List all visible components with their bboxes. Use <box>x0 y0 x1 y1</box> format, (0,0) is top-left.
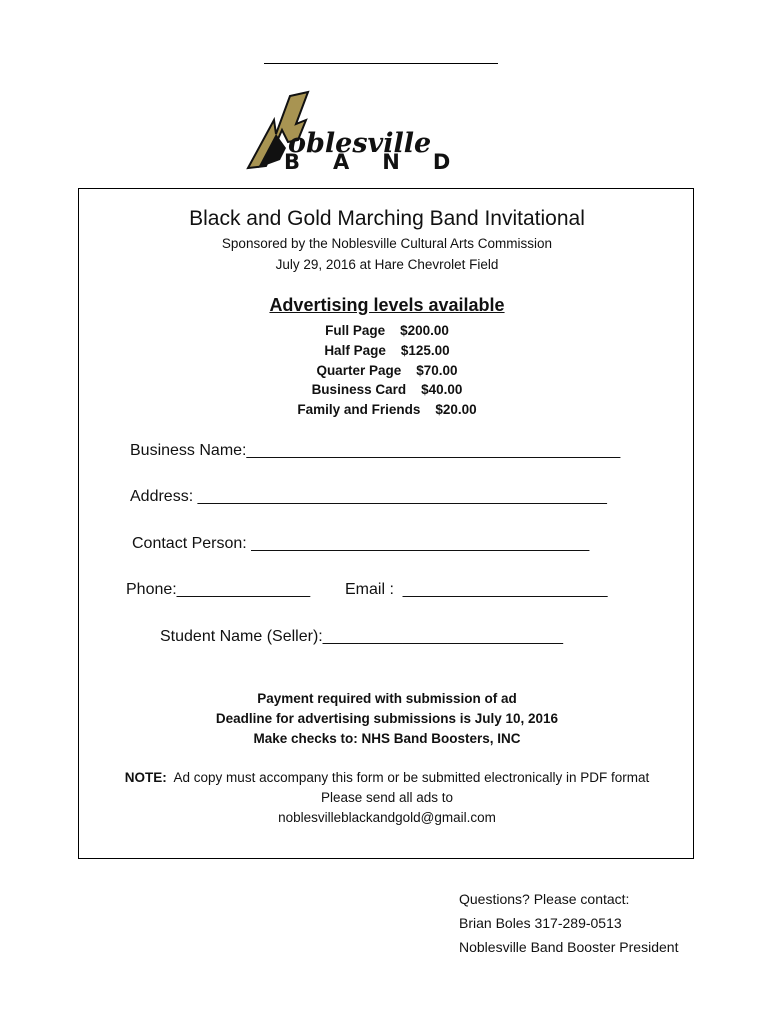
advertising-heading: Advertising levels available <box>269 295 505 315</box>
level-price: $125.00 <box>400 343 450 358</box>
level-label: Quarter Page <box>316 363 402 378</box>
contact-title: Noblesville Band Booster President <box>459 939 679 955</box>
contact-person-blank[interactable]: ______________________________________ <box>251 535 590 552</box>
level-half-page <box>79 343 695 358</box>
business-name-label: Business Name: <box>130 442 247 459</box>
payment-deadline: Deadline for advertising submissions is July 10, 2016 <box>215 711 559 726</box>
level-label: Family and Friends <box>297 402 421 417</box>
level-label: Half Page <box>324 343 386 358</box>
email-label: Email : <box>345 581 394 598</box>
level-family-friends <box>79 402 695 417</box>
student-name-field[interactable] <box>160 628 563 646</box>
address-field[interactable] <box>130 488 607 506</box>
sponsor-line: Sponsored by the Noblesville Cultural Arts Commission <box>221 236 553 251</box>
level-label: Business Card <box>311 382 407 397</box>
noblesville-band-logo <box>246 90 502 174</box>
note-email[interactable]: noblesvilleblackandgold@gmail.com <box>278 810 496 825</box>
page-title: Black and Gold Marching Band Invitational <box>189 207 585 230</box>
level-price: $20.00 <box>435 402 477 417</box>
level-price: $200.00 <box>400 323 449 338</box>
contact-person-label: Contact Person: <box>132 535 247 552</box>
business-name-blank[interactable]: __________________________________________ <box>246 442 621 459</box>
logo-band-text: BAND <box>284 150 484 174</box>
note-send-ads: Please send all ads to <box>320 790 454 805</box>
student-name-label: Student Name (Seller): <box>160 628 323 645</box>
phone-label: Phone: <box>126 581 177 598</box>
logo-name-text: oblesville <box>288 128 432 159</box>
form-box <box>78 188 694 859</box>
date-location: July 29, 2016 at Hare Chevrolet Field <box>275 257 499 272</box>
contact-question: Questions? Please contact: <box>459 891 630 907</box>
top-rule <box>264 63 498 64</box>
level-full-page <box>79 323 695 338</box>
level-quarter-page <box>79 363 695 378</box>
level-price: $40.00 <box>421 382 463 397</box>
payment-required: Payment required with submission of ad <box>257 691 517 706</box>
email-field[interactable] <box>345 581 607 599</box>
student-name-blank[interactable]: ___________________________ <box>322 628 563 645</box>
level-price: $70.00 <box>416 363 458 378</box>
address-label: Address: <box>130 488 194 505</box>
level-label: Full Page <box>325 323 386 338</box>
email-blank[interactable]: _______________________ <box>402 581 608 598</box>
contact-person-field[interactable] <box>132 535 589 553</box>
contact-name-phone: Brian Boles 317-289-0513 <box>459 915 622 931</box>
phone-blank[interactable]: _______________ <box>176 581 311 598</box>
note-label: NOTE: <box>124 770 167 785</box>
business-name-field[interactable] <box>130 442 620 460</box>
note-line <box>79 770 695 785</box>
phone-field[interactable] <box>126 581 310 599</box>
level-business-card <box>79 382 695 397</box>
address-blank[interactable]: ______________________________________________ <box>197 488 607 505</box>
note-text: Ad copy must accompany this form or be submitted electronically in PDF format <box>173 770 650 785</box>
payment-checks: Make checks to: NHS Band Boosters, INC <box>253 731 521 746</box>
